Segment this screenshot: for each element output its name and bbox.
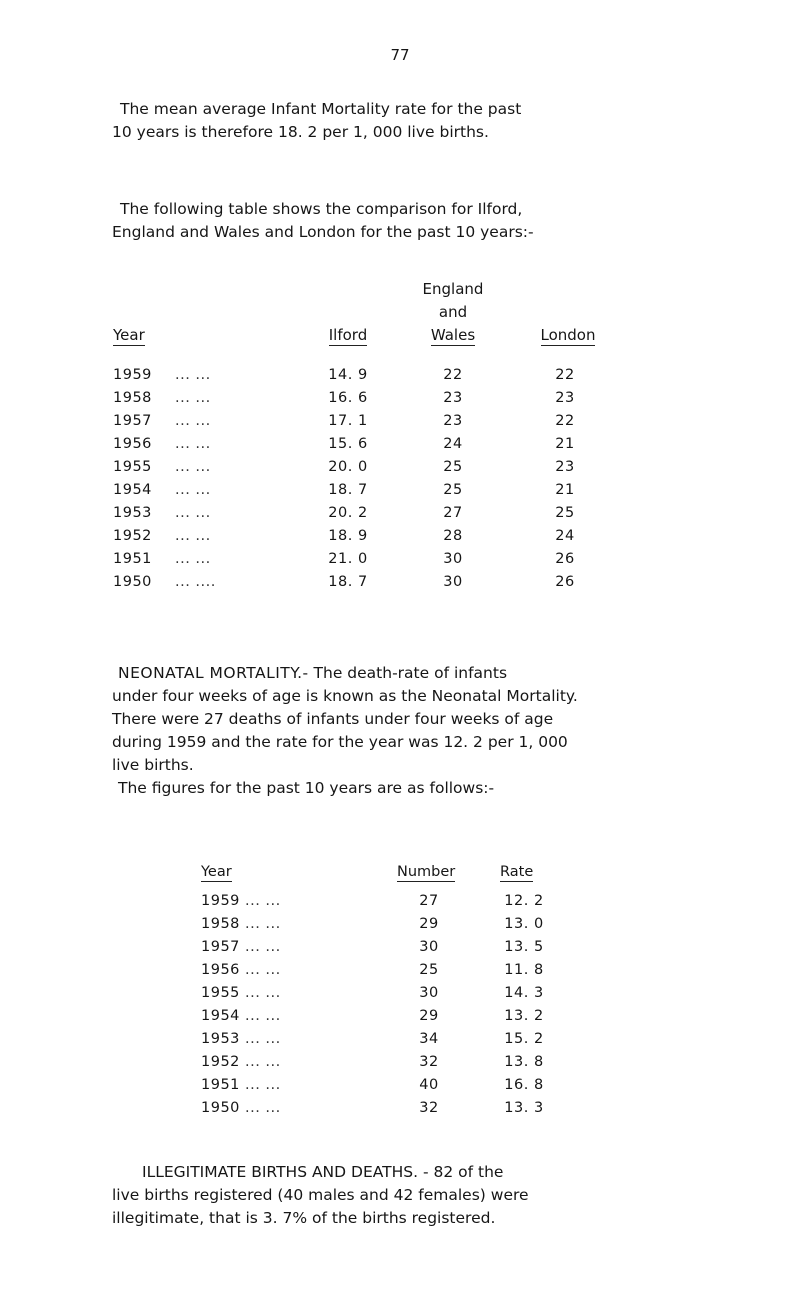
table-row: 1950 ... .... 18. 7 30 26 [113,574,575,590]
illegitimate-heading: ILLEGITIMATE BIRTHS AND DEATHS. [142,1163,419,1181]
table-row: 1953 ... ... 34 15. 2 [201,1031,544,1047]
table-row: 1958 ... ... 16. 6 23 23 [113,390,575,406]
table-row: 1955 ... ... 20. 0 25 23 [113,459,575,475]
table-row: 1956 ... ... 15. 6 24 21 [113,436,575,452]
table-row: 1959 ... ... 14. 9 22 22 [113,367,575,383]
table-row: 1953 ... ... 20. 2 27 25 [113,505,575,521]
table-row: 1952 ... ... 32 13. 8 [201,1054,544,1070]
table-row: 1954 ... ... 18. 7 25 21 [113,482,575,498]
table-row: 1959 ... ... 27 12. 2 [201,893,544,909]
table2-header-number: Number [397,864,456,880]
intro-line-1: The mean average Infant Mortality rate for the past [120,100,522,118]
table2-header-rate: Rate [500,864,534,880]
neonatal-paragraph: NEONATAL MORTALITY.- The death-rate of infants under four weeks of age is known as the Neonatal Mortality. There were 27 deaths of infants under four weeks of age during 1959 and the rate for the year was 12. 2 per 1, 000 live births. [112,664,578,774]
table1-header-ew-line3: Wales [430,326,476,344]
table1-header-ilford: Ilford [328,326,368,344]
table-row: 1957 ... ... 30 13. 5 [201,939,544,955]
figures-intro: The figures for the past 10 years are as follows:- [118,779,495,797]
table-row: 1950 ... ... 32 13. 3 [201,1100,544,1116]
table-row: 1958 ... ... 29 13. 0 [201,916,544,932]
table1-header-ew-line2: and [438,303,468,321]
comparison-line-2: England and Wales and London for the past 10 years:- [112,223,534,241]
page-number: 77 [390,46,410,64]
table-row: 1954 ... ... 29 13. 2 [201,1008,544,1024]
table-row: 1951 ... ... 40 16. 8 [201,1077,544,1093]
table1-header-london: London [540,326,596,344]
illegitimate-paragraph: ILLEGITIMATE BIRTHS AND DEATHS. - 82 of the live births registered (40 males and 42 females) were illegitimate, that is 3. 7% of the births registered. [112,1163,529,1227]
table-row: 1955 ... ... 30 14. 3 [201,985,544,1001]
neonatal-heading: NEONATAL MORTALITY.- [118,664,309,682]
table-row: 1951 ... ... 21. 0 30 26 [113,551,575,567]
table-row: 1952 ... ... 18. 9 28 24 [113,528,575,544]
table2-header-year: Year [201,864,232,880]
table-row: 1957 ... ... 17. 1 23 22 [113,413,575,429]
comparison-line-1: The following table shows the comparison for Ilford, [120,200,523,218]
intro-line-2: 10 years is therefore 18. 2 per 1, 000 live births. [112,123,489,141]
table1-header-ew-line1: England [422,280,484,298]
table1-header-year: Year [113,326,145,344]
table-row: 1956 ... ... 25 11. 8 [201,962,544,978]
